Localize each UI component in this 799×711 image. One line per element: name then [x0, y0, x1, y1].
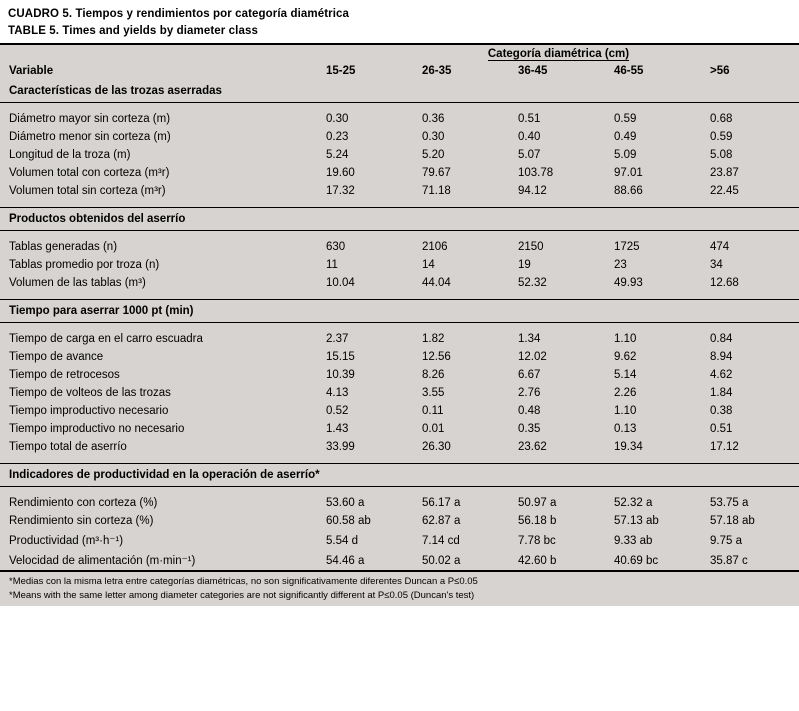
row-value: 34 — [710, 259, 723, 271]
row-value: 0.49 — [614, 131, 637, 143]
table-row — [0, 348, 799, 366]
row-value: 103.78 — [518, 167, 554, 179]
row-value: 8.26 — [422, 369, 445, 381]
spacer-row — [0, 231, 799, 239]
row-value: 5.07 — [518, 149, 541, 161]
row-value: 26.30 — [422, 441, 451, 453]
row-value: 5.14 — [614, 369, 637, 381]
row-value: 2150 — [518, 241, 544, 253]
row-value: 57.18 ab — [710, 515, 755, 527]
row-label: Tablas promedio por troza (n) — [9, 259, 160, 271]
row-value: 1.10 — [614, 333, 637, 345]
row-value: 12.56 — [422, 351, 451, 363]
row-value: 6.67 — [518, 369, 541, 381]
row-value: 3.55 — [422, 387, 445, 399]
spacer-row — [0, 200, 799, 208]
row-value: 630 — [326, 241, 346, 253]
row-value: 1.10 — [614, 405, 637, 417]
row-value: 71.18 — [422, 185, 451, 197]
row-label: Diámetro menor sin corteza (m) — [9, 131, 171, 143]
table-row — [0, 438, 799, 456]
row-value: 1725 — [614, 241, 640, 253]
row-value: 0.30 — [326, 113, 349, 125]
row-label: Volumen de las tablas (m³) — [9, 277, 146, 289]
row-value: 0.84 — [710, 333, 733, 345]
table-row — [0, 146, 799, 164]
table-row — [0, 256, 799, 274]
header-variable: Variable — [9, 65, 54, 77]
row-value: 4.62 — [710, 369, 733, 381]
row-value: 60.58 ab — [326, 515, 371, 527]
table-row — [0, 384, 799, 402]
header-col-1: 15-25 — [326, 65, 356, 77]
row-value: 11 — [326, 259, 338, 271]
row-value: 97.01 — [614, 167, 643, 179]
section-title-4: Indicadores de productividad en la operación de aserrío* — [0, 464, 799, 487]
row-value: 2.76 — [518, 387, 541, 399]
row-value: 8.94 — [710, 351, 733, 363]
row-value: 0.36 — [422, 113, 445, 125]
section-header-row — [0, 208, 799, 231]
row-value: 0.59 — [710, 131, 733, 143]
row-value: 56.17 a — [422, 497, 461, 509]
row-value: 17.32 — [326, 185, 355, 197]
row-value: 12.02 — [518, 351, 547, 363]
row-label: Tiempo de retrocesos — [9, 369, 120, 381]
row-value: 1.34 — [518, 333, 541, 345]
row-value: 44.04 — [422, 277, 451, 289]
row-value: 0.40 — [518, 131, 541, 143]
row-value: 2.26 — [614, 387, 637, 399]
row-value: 10.39 — [326, 369, 355, 381]
row-value: 35.87 c — [710, 555, 748, 567]
row-value: 49.93 — [614, 277, 643, 289]
row-value: 88.66 — [614, 185, 643, 197]
section-header-row — [0, 464, 799, 487]
table-footnotes — [0, 570, 799, 606]
spacer-row — [0, 456, 799, 464]
row-label: Rendimiento sin corteza (%) — [9, 515, 154, 527]
row-value: 10.04 — [326, 277, 355, 289]
row-label: Tiempo total de aserrío — [9, 441, 127, 453]
row-value: 0.51 — [710, 423, 733, 435]
row-value: 0.01 — [422, 423, 445, 435]
table-row — [0, 420, 799, 438]
row-value: 5.54 d — [326, 535, 358, 547]
row-value: 0.35 — [518, 423, 541, 435]
row-value: 42.60 b — [518, 555, 557, 567]
table-row — [0, 110, 799, 128]
row-value: 40.69 bc — [614, 555, 659, 567]
spacer-row — [0, 292, 799, 300]
section-title-3: Tiempo para aserrar 1000 pt (min) — [0, 300, 799, 323]
row-value: 0.23 — [326, 131, 349, 143]
row-label: Tiempo de carga en el carro escuadra — [9, 333, 203, 345]
row-value: 9.75 a — [710, 535, 742, 547]
spacer-row — [0, 487, 799, 495]
row-label: Tiempo improductivo necesario — [9, 405, 169, 417]
row-value: 1.84 — [710, 387, 733, 399]
results-table — [0, 43, 799, 570]
row-value: 0.68 — [710, 113, 733, 125]
row-value: 15.15 — [326, 351, 355, 363]
row-value: 23.87 — [710, 167, 739, 179]
row-value: 2.37 — [326, 333, 349, 345]
footnote-spanish: *Medias con la misma letra entre categorías diamétricas, no son significativamente diferentes Duncan a P≤0.05 — [9, 576, 478, 587]
table-row — [0, 182, 799, 200]
spacer-row — [0, 323, 799, 331]
row-value: 53.60 a — [326, 497, 365, 509]
row-value: 9.33 ab — [614, 535, 653, 547]
row-label: Volumen total con corteza (m³r) — [9, 167, 170, 179]
row-value: 0.52 — [326, 405, 349, 417]
table-row — [0, 494, 799, 512]
row-value: 17.12 — [710, 441, 739, 453]
row-label: Velocidad de alimentación (m·min⁻¹) — [9, 555, 196, 567]
row-value: 33.99 — [326, 441, 355, 453]
table-row — [0, 530, 799, 550]
row-label: Tiempo de avance — [9, 351, 104, 363]
row-value: 79.67 — [422, 167, 451, 179]
table-row — [0, 330, 799, 348]
row-value: 0.59 — [614, 113, 637, 125]
row-value: 53.75 a — [710, 497, 749, 509]
row-value: 50.02 a — [422, 555, 461, 567]
header-col-2: 26-35 — [422, 65, 452, 77]
row-label: Rendimiento con corteza (%) — [9, 497, 158, 509]
row-value: 7.14 cd — [422, 535, 460, 547]
row-value: 474 — [710, 241, 730, 253]
row-label: Diámetro mayor sin corteza (m) — [9, 113, 171, 125]
row-label: Tablas generadas (n) — [9, 241, 118, 253]
row-label: Tiempo de volteos de las trozas — [9, 387, 171, 399]
diameter-class-group-label: Categoría diamétrica (cm) — [487, 48, 630, 60]
table-header-columns-row — [0, 63, 799, 80]
header-col-4: 46-55 — [614, 65, 644, 77]
row-value: 23.62 — [518, 441, 547, 453]
row-value: 0.11 — [422, 405, 444, 417]
row-value: 0.30 — [422, 131, 445, 143]
row-value: 0.51 — [518, 113, 541, 125]
row-value: 5.09 — [614, 149, 637, 161]
row-value: 0.48 — [518, 405, 541, 417]
row-value: 54.46 a — [326, 555, 365, 567]
row-value: 52.32 a — [614, 497, 653, 509]
row-value: 9.62 — [614, 351, 637, 363]
row-value: 1.82 — [422, 333, 445, 345]
row-value: 2106 — [422, 241, 448, 253]
caption-spanish: CUADRO 5. Tiempos y rendimientos por categoría diamétrica — [8, 8, 349, 20]
row-value: 4.13 — [326, 387, 349, 399]
row-value: 5.24 — [326, 149, 349, 161]
row-value: 1.43 — [326, 423, 349, 435]
row-value: 19.60 — [326, 167, 355, 179]
table-row — [0, 402, 799, 420]
table-row — [0, 550, 799, 570]
row-value: 0.38 — [710, 405, 733, 417]
row-value: 57.13 ab — [614, 515, 659, 527]
table-row — [0, 164, 799, 182]
row-value: 19.34 — [614, 441, 643, 453]
row-value: 5.20 — [422, 149, 445, 161]
spacer-row — [0, 103, 799, 111]
row-value: 62.87 a — [422, 515, 461, 527]
row-value: 23 — [614, 259, 627, 271]
diameter-class-group-header — [318, 44, 799, 63]
table-row — [0, 128, 799, 146]
section-header-row — [0, 80, 799, 103]
row-value: 22.45 — [710, 185, 739, 197]
table-row — [0, 366, 799, 384]
row-value: 56.18 b — [518, 515, 557, 527]
row-value: 0.13 — [614, 423, 637, 435]
section-title-2: Productos obtenidos del aserrío — [0, 208, 799, 231]
table-row — [0, 238, 799, 256]
table-header-group-row — [0, 44, 799, 63]
caption-english: TABLE 5. Times and yields by diameter class — [8, 25, 258, 37]
row-label: Tiempo improductivo no necesario — [9, 423, 185, 435]
row-value: 14 — [422, 259, 435, 271]
table-row — [0, 274, 799, 292]
section-title-1: Características de las trozas aserradas — [0, 80, 799, 103]
row-value: 12.68 — [710, 277, 739, 289]
row-label: Longitud de la troza (m) — [9, 149, 131, 161]
row-value: 50.97 a — [518, 497, 557, 509]
row-value: 5.08 — [710, 149, 733, 161]
header-col-5: >56 — [710, 65, 730, 77]
row-label: Productividad (m³·h⁻¹) — [9, 535, 124, 547]
section-header-row — [0, 300, 799, 323]
row-label: Volumen total sin corteza (m³r) — [9, 185, 166, 197]
row-value: 19 — [518, 259, 531, 271]
row-value: 52.32 — [518, 277, 547, 289]
row-value: 7.78 bc — [518, 535, 556, 547]
row-value: 94.12 — [518, 185, 547, 197]
footnote-english: *Means with the same letter among diameter categories are not significantly different at P≤0.05 (Duncan's test) — [9, 589, 475, 601]
header-col-3: 36-45 — [518, 65, 548, 77]
table-row — [0, 512, 799, 530]
header-spacer-cell — [0, 44, 318, 63]
